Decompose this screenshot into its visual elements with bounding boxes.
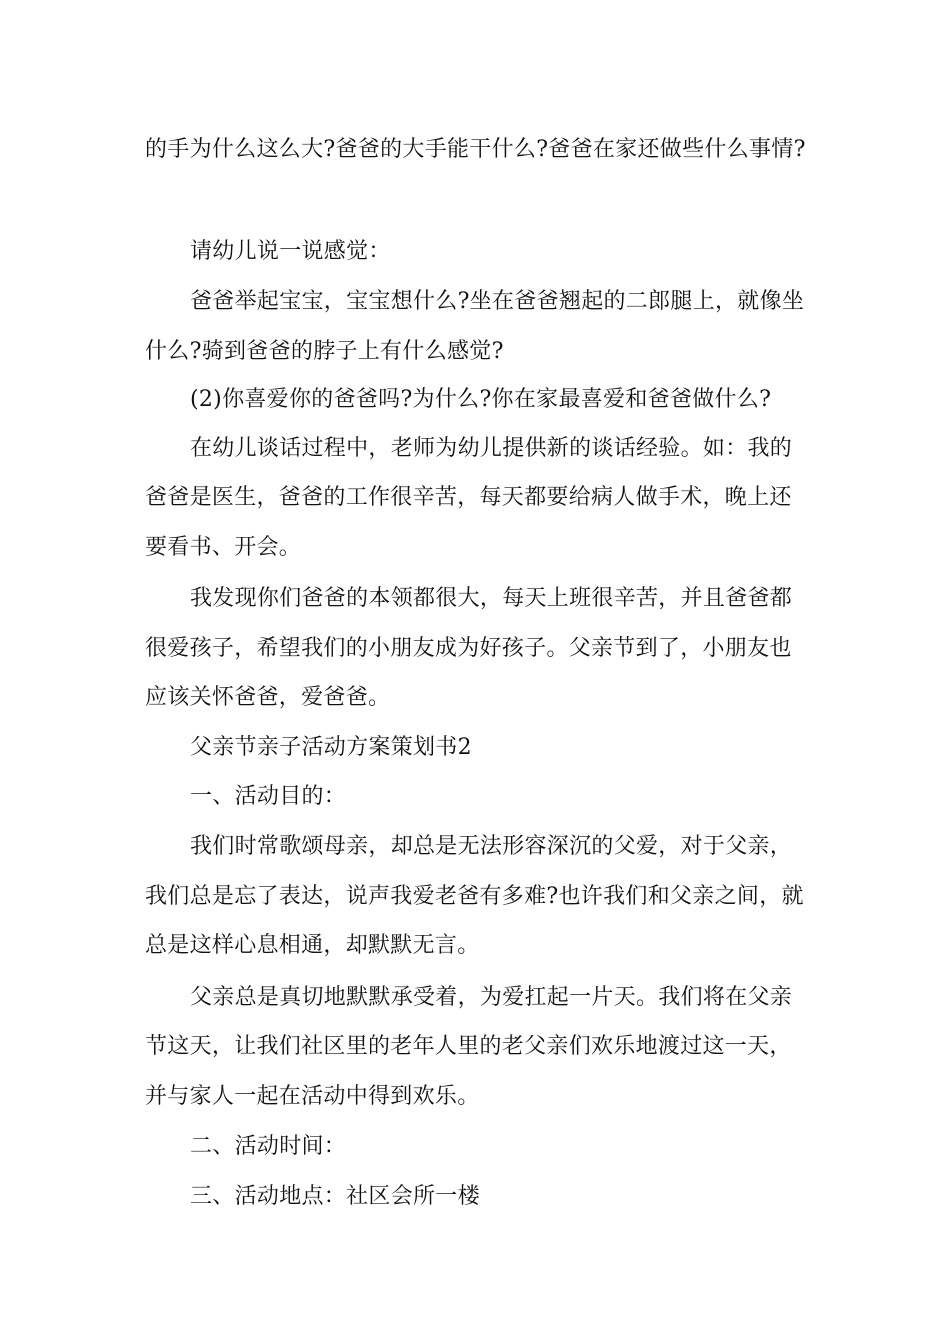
text-line: 在幼儿谈话过程中，老师为幼儿提供新的谈话经验。如：我的 (190, 436, 793, 461)
text-line: 我发现你们爸爸的本领都很大，每天上班很辛苦，并且爸爸都 (190, 586, 793, 611)
text-line: 节这天，让我们社区里的老年人里的老父亲们欢乐地渡过这一天， (145, 1034, 792, 1059)
section-heading: 父亲节亲子活动方案策划书2 (190, 735, 472, 760)
text-line: (2)你喜爱你的爸爸吗?为什么?你在家最喜爱和爸爸做什么? (190, 387, 772, 412)
text-line: 爸爸举起宝宝，宝宝想什么?坐在爸爸翘起的二郎腿上，就像坐 (190, 289, 805, 314)
section-heading: 三、活动地点：社区会所一楼 (190, 1184, 480, 1209)
text-line: 要看书、开会。 (145, 535, 302, 560)
section-heading: 一、活动目的： (190, 784, 347, 809)
text-line: 并与家人一起在活动中得到欢乐。 (145, 1084, 480, 1109)
text-line: 应该关怀爸爸，爱爸爸。 (145, 685, 391, 710)
text-line: 请幼儿说一说感觉： (190, 239, 391, 264)
text-line: 我们时常歌颂母亲，却总是无法形容深沉的父爱，对于父亲， (190, 834, 793, 859)
text-line: 的手为什么这么大?爸爸的大手能干什么?爸爸在家还做些什么事情? (145, 137, 806, 162)
text-line: 父亲总是真切地默默承受着，为爱扛起一片天。我们将在父亲 (190, 985, 793, 1010)
text-line: 爸爸是医生，爸爸的工作很辛苦，每天都要给病人做手术，晚上还 (145, 485, 792, 510)
section-heading: 二、活动时间： (190, 1134, 347, 1159)
text-line: 我们总是忘了表达，说声我爱老爸有多难?也许我们和父亲之间，就 (145, 884, 804, 909)
text-line: 什么?骑到爸爸的脖子上有什么感觉? (145, 339, 504, 364)
text-line: 很爱孩子，希望我们的小朋友成为好孩子。父亲节到了，小朋友也 (145, 636, 792, 661)
text-line: 总是这样心息相通，却默默无言。 (145, 933, 480, 958)
